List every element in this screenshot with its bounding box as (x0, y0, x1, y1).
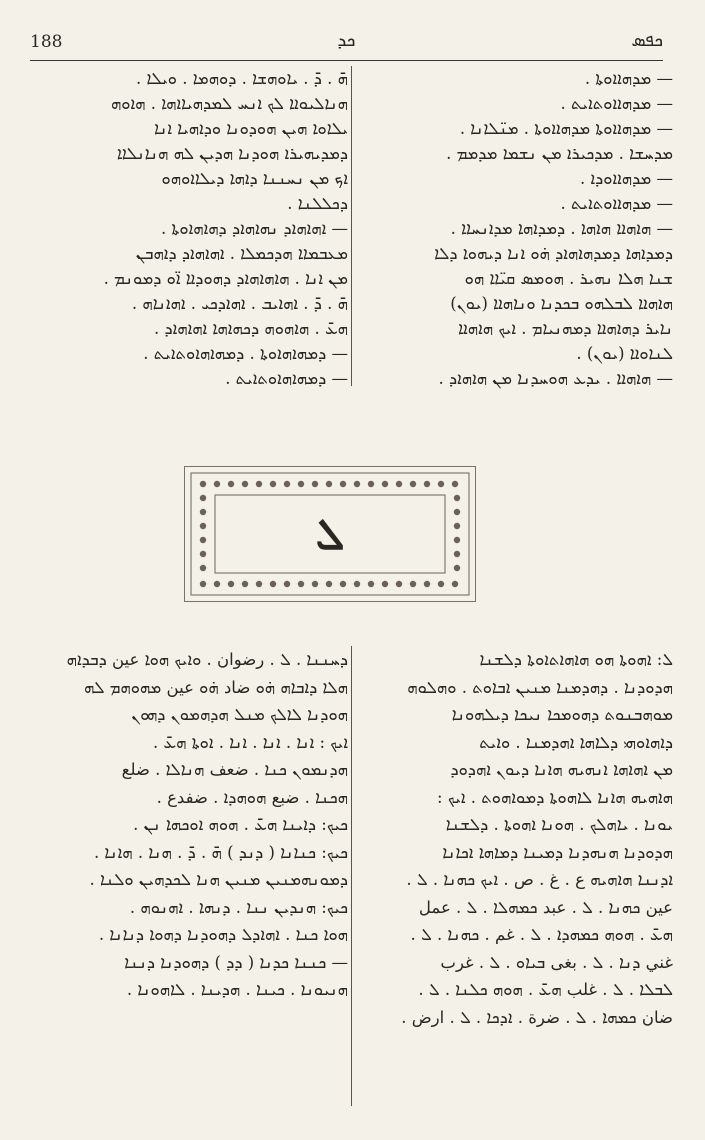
header-rule (30, 60, 663, 61)
section-ornament (184, 466, 476, 602)
text-line: — ܐܗܐܗܐܕ ܢܗܐܗܐܕ ܕܗܐܗܐܘܬܐ . (161, 219, 348, 238)
page-header (30, 30, 663, 58)
text-line: — ܟܢܢܐ ܟܕܢܐ ( ܕܕ ) ܕܗܘܕܢܐ ܕܢܢܐ (124, 952, 348, 972)
text-line: — ܡܕܗܐܐܘܬܐܝܬ . (560, 194, 673, 213)
text-line: ܗܥ̄ . ܗܐܗܘܗ ܕܟܗܐܗܐ ܐܗܐܗܐܕ . (153, 319, 348, 338)
text-line: ܗ̄ . ܕ̄ . ܝܐܘܗܫܐ . ܕܘܗܡܐ . ܘܝܠܐ . (136, 69, 348, 88)
text-line: — ܡܕܗܐܐܘܬܐܝܬ . (560, 94, 673, 113)
text-line: عين ܟܗܢܐ . ܠ . عبد ܟܡܗܠܐ . ܠ . عمل (418, 897, 673, 917)
column-divider-top (351, 66, 352, 386)
text-line: ܝܠܐܘܐ ܗܝܢ ܗܘܕܘܢܐ ܘܕܐܗܝܐ ܐܢܐ (154, 119, 348, 138)
text-line: ܟܝܟ: ܟܢܐܢܐ ( ܕܢܕ ) ܗ̄ . ܕ̄ . ܗܢܐ . ܗܐܢܐ . (93, 842, 348, 862)
running-title-right: ܟܦܣ (631, 30, 663, 51)
text-line: ܕܟܠܠܢܐ . (287, 194, 348, 213)
text-line: ܠܒܠܐ . ܠ . غلب ܗܥ̄ . ܗܘܗ ܟܠܢܐ . ܠ . (418, 980, 673, 999)
bottom-right-column (355, 646, 673, 1031)
text-line: ܐܕܢܢܐ ܗܐܗܝܗ ع . غ . ص . ܐܝܟ ܟܗܢܐ . ܠ . (406, 870, 673, 889)
text-line: ܗܐܗܝܗ ܗܐܢܐ ܠܐܗܘܬܐ ܕܡܘܐܗܘܬ . ܐܝܟ : (437, 787, 673, 807)
top-right-column (355, 66, 673, 391)
text-line: ܕܚܢܢܐ . ܠ . رضوان . ܘܐܝܟ ܗܘܐ عين ܕܒܕܐܗ (66, 650, 348, 669)
text-line: — ܡܕܗܐܐܘܬܐ ܡܕܗܐܐܘܬܐ . ܡܢ̈ܠܐܢܐ . (459, 119, 673, 138)
text-line: ܗܕܘܕܢܐ ܗܢܗܕܢܐ ܕܡܝܢܐ ܕܡܐܗܐ ܐܟܐܢܐ (442, 842, 673, 862)
text-line: ܗܕܢܡܘܢ ܟܢܐ . ضعف ܗܢܐܠܐ . ضلع (121, 760, 348, 779)
running-title-center: ܟܕ (337, 30, 356, 51)
text-line: غني ܕܢܐ . ܠ . بغى ܒܝܐܘ . ܠ . غرب (440, 952, 673, 972)
bottom-left-column (30, 646, 348, 1004)
text-line: ܗܘܕܢܐ ܠܐܠܟ ܡܢܠ ܗܕܗܡܘܢ ܕܗܘܢ (131, 705, 348, 724)
text-line: ܗܕܘܕܢܐ . ܕܗܕܡܢܐ ܡܢܝܢ ܐܒܐܘܬ . ܘܗܠܘܗ (407, 677, 673, 697)
text-line: ܗ̄ . ܕ̄ . ܐܗܐܝܒ . ܐܗܐܕܟܝ . ܐܗܐܢܐܗ . (131, 294, 348, 313)
text-line: ܗܟܢܐ . ضبع ܗܘܗܕܐ . ضفدع . (156, 787, 348, 807)
text-line: — ܕܡܗܐܗܐܘܬܐܝܬ . (225, 369, 348, 388)
column-divider-bottom (351, 646, 352, 1106)
text-line: ܢܐܝܪ ܕܗܐܗܐܐ ܕܡܗܢܝܐܡ . ܐܝܟ ܗܐܗܐܐ (458, 319, 673, 338)
text-line: ܕܡܕܝܗܝܪܐ ܗܘܕܢܐ ܗܕܝܢ ܠܗ ܗܢܐܢܠܐܐ (116, 144, 348, 163)
text-line: — ܡܕܗܐܐܘܕܐ . (580, 169, 673, 188)
text-line: ܗܘܐ ܟܢܐ . ܐܗܐܕܠ ܕܗܘܕܢܐ ܕܗܘܐ ܕܢܐܢܐ . (98, 925, 348, 944)
section-letter: ܠ (315, 509, 345, 560)
text-line: ܡܢ ܐܢܐ . ܗܐܗܐܗܐܕ ܕܗܘܕܐܐ ܐ̈ܘ ܕܡܘܢܡ . (103, 269, 348, 288)
text-line: — ܕܡܗܐܗܐܘܬܐ . ܕܡܗܐܗܐܘܬܐܝܬ . (143, 344, 348, 363)
text-line: ܗܥ̄ . ܗܘܗ ܟܡܗܕܐ . ܠ . غم . ܟܗܢܐ . ܠ . (410, 925, 673, 944)
text-line: ܐܟ ܡܢ ܢܚܢܢܐ ܕܐܗܐ ܕܝܠܐܐܘܗܘ (161, 169, 348, 188)
text-line: — ܗܐܗܐܐ . ܝܕܥ ܗܘܚܕܢܐ ܡܢ ܗܐܗܐܕ . (438, 369, 673, 388)
text-line: ܝܘܢܐ . ܝܐܗܠܟ . ܗܘܢܐ ܐܗܘܬܐ . ܕܠܫܢܐ (445, 815, 673, 834)
text-line: ܕܐܗܐܘܗܝ ܕܠܐܗܐ ܐܗܕܡܢܐ . ܘܐܝܬ (479, 732, 673, 752)
text-line: ܠ: ܐܗܘܬܐ ܗܘ ܗܐܗܐܬܐܘܬܐ ܕܠܫܢܐ (479, 650, 673, 669)
text-line: ܡܘܗܒܢܘܬ ܕܗܘܡܟܐ ܢܝܟܐ ܕܝܠܗܘܢܐ (451, 705, 673, 724)
text-line: ܠܢܐܘܐܐ (ܝܘܢ) . (576, 344, 673, 363)
text-line: — ܗܐܗܐܐ ܗܐܗܐ . ܕܡܕܐܗܐ ܡܕܐܢܚܐܐ . (450, 219, 673, 238)
text-line: ܟܝܟ: ܗܢܕܝܢ ܢܢܐ . ܕܢܗܐ . ܐܗܢܘܗ . (129, 897, 348, 917)
text-line: — ܡܕܗܐܐܘܬܐ . (584, 69, 673, 88)
text-line: ضان ܟܡܗܐ . ܠ . ضرة . ܐܕܟܐ . ܠ . ارض . (401, 1007, 673, 1027)
top-left-column (30, 66, 348, 391)
text-line: ܗܠܐ ܕܐܒܐܗ ܗ̇ܘ ضاد ܗ̇ܘ عين ܡܗܘܗܡ ܠܗ (83, 677, 348, 697)
text-line: ܡܢ ܐܗܐܗܐ ܐܢܗܝܗ ܗܐܢܐ ܕܝܘܢ ܐܗܕܘܕ (450, 760, 673, 779)
text-line: ܐܝܟ : ܐܢܐ . ܐܢܐ . ܐܢܐ . ܐܘܬܐ ܗܥ̄ . (152, 732, 348, 752)
text-line: ܫܢܐ ܗܠܐ ܢܗܝܪ . ܗܘܡܣ ܩܝ̈ܐܐ ܗܘ (464, 269, 673, 288)
text-line: ܕܡܕܐܗܐ ܕܡܕܗܐܗܐܕ ܗ̇ܘ ܐܢܐ ܕܝܗܘܐ ܕܠܐ (434, 244, 673, 263)
page-number: 188 (30, 32, 63, 52)
text-line: ܡܕܚܫܐ . ܡܕܟܝܪܐ ܡܢ ܢܫܡܐ ܡܕܡܡ . (446, 144, 673, 163)
text-line: ܟܝܟ: ܕܐܝܢܐ ܗܥ̄ . ܗܘܗ ܐܘܟܗܐ ܢܢ . (133, 815, 348, 834)
text-line: ܡܥܒܡܐܐ ܗܕܟܡܠܐ . ܐܗܐܗܐܕ ܕܐܗܒܢ (135, 244, 348, 263)
text-line: ܗܐܗܐܐ ܠܒܠܗܘ ܒܟܕܢܐ ܘܢܐܗܐܐ (ܝܘܢ) (450, 294, 673, 313)
text-line: ܕܡܘܢܗܡܢܝܢ ܡܢܝܢ ܗܢܐ ܠܟܕܗܝܢ ܘܠܢܐ . (89, 870, 348, 889)
text-line: ܗܢܝܘܢܐ . ܟܝܢܐ . ܗܕܝܢܐ . ܠܐܗܘܢܐ . (126, 980, 348, 999)
text-line: ܗܢܐܠܝܘܐܐ ܠܟ ܐܢܚ ܠܡܕܗܝܐܐܗܐ . ܗܐܘܗ (110, 94, 348, 113)
